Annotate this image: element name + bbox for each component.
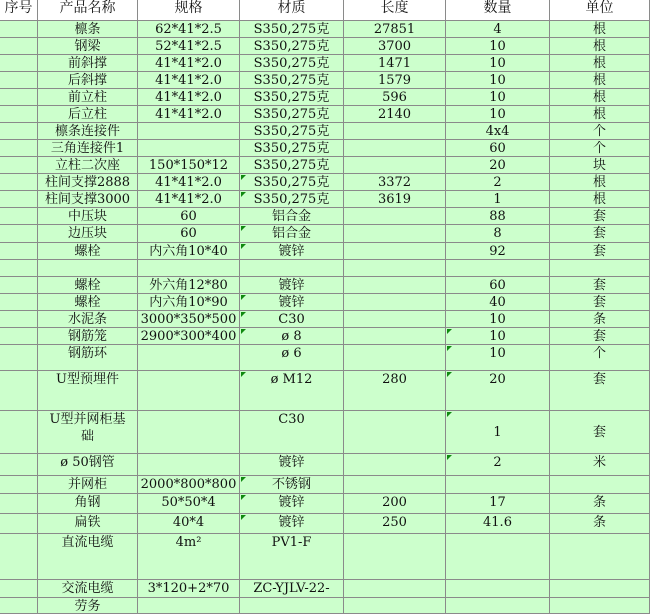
cell-product-name[interactable]: 水泥条: [38, 311, 138, 328]
header-row: [0, 0, 650, 21]
cell-quantity[interactable]: [446, 476, 550, 494]
cell-spec[interactable]: 2000*800*800: [138, 476, 240, 494]
cell-quantity[interactable]: 8: [446, 225, 550, 243]
header-unit[interactable]: 单位: [550, 0, 650, 21]
cell-length[interactable]: [344, 311, 446, 328]
cell-material[interactable]: C30: [240, 311, 344, 328]
cell-seq[interactable]: [0, 38, 38, 55]
cell-quantity[interactable]: 2: [446, 454, 550, 476]
table-row: [0, 371, 650, 411]
cell-unit[interactable]: [550, 598, 650, 614]
cell-spec[interactable]: [138, 140, 240, 157]
cell-unit[interactable]: 米: [550, 454, 650, 476]
cell-unit[interactable]: 条: [550, 494, 650, 514]
table-row: [0, 328, 650, 345]
cell-unit[interactable]: 套: [550, 243, 650, 260]
header-spec[interactable]: 规格: [138, 0, 240, 21]
cell-material[interactable]: S350,275克: [240, 55, 344, 72]
cell-product-name[interactable]: 前立柱: [38, 89, 138, 106]
cell-material[interactable]: S350,275克: [240, 21, 344, 38]
cell-spec[interactable]: [138, 454, 240, 476]
cell-unit[interactable]: 套: [550, 294, 650, 311]
cell-unit[interactable]: 条: [550, 514, 650, 534]
cell-seq[interactable]: [0, 191, 38, 208]
cell-quantity[interactable]: 88: [446, 208, 550, 225]
cell-seq[interactable]: [0, 72, 38, 89]
cell-length[interactable]: 596: [344, 89, 446, 106]
cell-unit[interactable]: 根: [550, 174, 650, 191]
table-row: [0, 106, 650, 123]
cell-quantity[interactable]: 10: [446, 38, 550, 55]
cell-product-name[interactable]: 并网柜: [38, 476, 138, 494]
cell-length[interactable]: [344, 476, 446, 494]
table-row: [0, 208, 650, 225]
table-row: [0, 55, 650, 72]
cell-material[interactable]: 镀锌: [240, 277, 344, 294]
cell-product-name[interactable]: 劳务: [38, 598, 138, 614]
cell-seq[interactable]: [0, 311, 38, 328]
cell-seq[interactable]: [0, 89, 38, 106]
cell-length[interactable]: 3372: [344, 174, 446, 191]
header-quantity[interactable]: 数量: [446, 0, 550, 21]
cell-unit[interactable]: 个: [550, 345, 650, 371]
cell-product-name[interactable]: ø 50钢管: [38, 454, 138, 476]
cell-material[interactable]: 铝合金: [240, 225, 344, 243]
cell-product-name[interactable]: 柱间支撑2888: [38, 174, 138, 191]
cell-product-name[interactable]: 前斜撑: [38, 55, 138, 72]
cell-product-name[interactable]: 螺栓: [38, 277, 138, 294]
cell-length[interactable]: [344, 260, 446, 277]
cell-unit[interactable]: [550, 534, 650, 580]
table-row: [0, 494, 650, 514]
table-row: [0, 454, 650, 476]
table-row: [0, 157, 650, 174]
cell-quantity[interactable]: 60: [446, 140, 550, 157]
cell-material[interactable]: S350,275克: [240, 72, 344, 89]
table-row: [0, 598, 650, 614]
cell-quantity[interactable]: 10: [446, 311, 550, 328]
table-row: [0, 225, 650, 243]
table-row: [0, 476, 650, 494]
cell-unit[interactable]: [550, 260, 650, 277]
cell-product-name[interactable]: 檩条: [38, 21, 138, 38]
cell-quantity[interactable]: 10: [446, 328, 550, 345]
cell-length[interactable]: [344, 328, 446, 345]
cell-unit[interactable]: 条: [550, 311, 650, 328]
cell-quantity[interactable]: 4: [446, 21, 550, 38]
cell-unit[interactable]: 根: [550, 89, 650, 106]
cell-spec[interactable]: 2900*300*400: [138, 328, 240, 345]
cell-quantity[interactable]: 17: [446, 494, 550, 514]
cell-spec[interactable]: 41*41*2.0: [138, 106, 240, 123]
cell-quantity[interactable]: 10: [446, 89, 550, 106]
cell-unit[interactable]: 套: [550, 277, 650, 294]
cell-unit[interactable]: 根: [550, 55, 650, 72]
cell-spec[interactable]: 62*41*2.5: [138, 21, 240, 38]
cell-material[interactable]: [240, 260, 344, 277]
cell-quantity[interactable]: 10: [446, 345, 550, 371]
cell-seq[interactable]: [0, 21, 38, 38]
cell-quantity[interactable]: 92: [446, 243, 550, 260]
cell-unit[interactable]: 根: [550, 106, 650, 123]
table-row: [0, 534, 650, 580]
cell-length[interactable]: 3700: [344, 38, 446, 55]
cell-length[interactable]: [344, 277, 446, 294]
cell-length[interactable]: [344, 225, 446, 243]
cell-length[interactable]: [344, 243, 446, 260]
cell-unit[interactable]: 根: [550, 21, 650, 38]
cell-product-name[interactable]: 檩条连接件: [38, 123, 138, 140]
header-product-name[interactable]: 产品名称: [38, 0, 138, 21]
cell-spec[interactable]: 52*41*2.5: [138, 38, 240, 55]
cell-seq[interactable]: [0, 328, 38, 345]
cell-quantity[interactable]: 10: [446, 55, 550, 72]
cell-length[interactable]: 2140: [344, 106, 446, 123]
cell-material[interactable]: 铝合金: [240, 208, 344, 225]
cell-seq[interactable]: [0, 140, 38, 157]
cell-unit[interactable]: [550, 476, 650, 494]
table-row: [0, 38, 650, 55]
cell-unit[interactable]: 套: [550, 208, 650, 225]
cell-product-name[interactable]: 柱间支撑3000: [38, 191, 138, 208]
cell-quantity[interactable]: 20: [446, 157, 550, 174]
cell-product-name[interactable]: 三角连接件1: [38, 140, 138, 157]
cell-material[interactable]: S350,275克: [240, 106, 344, 123]
table-row: [0, 89, 650, 106]
cell-length[interactable]: 250: [344, 514, 446, 534]
cell-length[interactable]: [344, 157, 446, 174]
cell-seq[interactable]: [0, 494, 38, 514]
header-seq[interactable]: 序号: [0, 0, 38, 21]
cell-seq[interactable]: [0, 598, 38, 614]
cell-spec[interactable]: 60: [138, 208, 240, 225]
table-row: [0, 345, 650, 371]
cell-seq[interactable]: [0, 243, 38, 260]
cell-spec[interactable]: 41*41*2.0: [138, 72, 240, 89]
cell-product-name[interactable]: 钢筋环: [38, 345, 138, 371]
cell-seq[interactable]: [0, 534, 38, 580]
cell-quantity[interactable]: 2: [446, 174, 550, 191]
cell-quantity[interactable]: 10: [446, 72, 550, 89]
cell-seq[interactable]: [0, 294, 38, 311]
cell-unit[interactable]: 根: [550, 191, 650, 208]
cell-length[interactable]: 1579: [344, 72, 446, 89]
cell-seq[interactable]: [0, 514, 38, 534]
cell-material[interactable]: 镀锌: [240, 514, 344, 534]
table-row: [0, 260, 650, 277]
cell-spec[interactable]: [138, 123, 240, 140]
cell-length[interactable]: [344, 294, 446, 311]
table-row: [0, 514, 650, 534]
cell-product-name[interactable]: 立柱二次座: [38, 157, 138, 174]
cell-spec[interactable]: 4m²: [138, 534, 240, 580]
cell-material[interactable]: S350,275克: [240, 89, 344, 106]
cell-product-name[interactable]: 后立柱: [38, 106, 138, 123]
table-row: [0, 311, 650, 328]
cell-material[interactable]: 不锈钢: [240, 476, 344, 494]
cell-quantity[interactable]: 10: [446, 106, 550, 123]
cell-length[interactable]: 27851: [344, 21, 446, 38]
cell-product-name[interactable]: 后斜撑: [38, 72, 138, 89]
cell-spec[interactable]: 41*41*2.0: [138, 89, 240, 106]
cell-unit[interactable]: 套: [550, 225, 650, 243]
cell-spec[interactable]: 3*120+2*70: [138, 580, 240, 598]
cell-unit[interactable]: 个: [550, 140, 650, 157]
cell-product-name[interactable]: 直流电缆: [38, 534, 138, 580]
cell-material[interactable]: 镀锌: [240, 294, 344, 311]
cell-product-name[interactable]: 钢梁: [38, 38, 138, 55]
cell-seq[interactable]: [0, 174, 38, 191]
cell-spec[interactable]: 41*41*2.0: [138, 55, 240, 72]
cell-seq[interactable]: [0, 411, 38, 454]
cell-product-name[interactable]: 螺栓: [38, 243, 138, 260]
cell-length[interactable]: 1471: [344, 55, 446, 72]
cell-product-name[interactable]: U型预埋件: [38, 371, 138, 411]
cell-unit[interactable]: 根: [550, 72, 650, 89]
cell-unit[interactable]: 套: [550, 371, 650, 411]
table-row: [0, 174, 650, 191]
cell-material[interactable]: [240, 598, 344, 614]
cell-material[interactable]: S350,275克: [240, 123, 344, 140]
cell-length[interactable]: [344, 598, 446, 614]
cell-length[interactable]: 280: [344, 371, 446, 411]
cell-product-name[interactable]: 交流电缆: [38, 580, 138, 598]
cell-quantity[interactable]: 60: [446, 277, 550, 294]
cell-length[interactable]: 200: [344, 494, 446, 514]
table-row: [0, 191, 650, 208]
cell-seq[interactable]: [0, 476, 38, 494]
cell-product-name[interactable]: U型并网柜基 础: [38, 411, 138, 454]
cell-spec[interactable]: [138, 260, 240, 277]
cell-spec[interactable]: [138, 371, 240, 411]
cell-unit[interactable]: 个: [550, 123, 650, 140]
cell-spec[interactable]: [138, 345, 240, 371]
cell-seq[interactable]: [0, 225, 38, 243]
cell-seq[interactable]: [0, 371, 38, 411]
cell-spec[interactable]: 3000*350*500: [138, 311, 240, 328]
cell-product-name[interactable]: 中压块: [38, 208, 138, 225]
cell-spec[interactable]: 内六角10*40: [138, 243, 240, 260]
cell-material[interactable]: 镀锌: [240, 454, 344, 476]
cell-material[interactable]: C30: [240, 411, 344, 454]
cell-material[interactable]: PV1-F: [240, 534, 344, 580]
cell-product-name[interactable]: 扁铁: [38, 514, 138, 534]
table-row: [0, 140, 650, 157]
cell-material[interactable]: ø M12: [240, 371, 344, 411]
cell-seq[interactable]: [0, 208, 38, 225]
cell-quantity[interactable]: [446, 260, 550, 277]
cell-quantity[interactable]: [446, 534, 550, 580]
cell-spec[interactable]: 内六角10*90: [138, 294, 240, 311]
cell-material[interactable]: ø 6: [240, 345, 344, 371]
cell-length[interactable]: [344, 454, 446, 476]
cell-material[interactable]: 镀锌: [240, 494, 344, 514]
cell-material[interactable]: S350,275克: [240, 174, 344, 191]
cell-length[interactable]: [344, 411, 446, 454]
cell-seq[interactable]: [0, 580, 38, 598]
table-row: [0, 72, 650, 89]
cell-quantity[interactable]: 20: [446, 371, 550, 411]
cell-spec[interactable]: [138, 411, 240, 454]
cell-product-name[interactable]: 边压块: [38, 225, 138, 243]
cell-seq[interactable]: [0, 454, 38, 476]
cell-length[interactable]: [344, 140, 446, 157]
cell-seq[interactable]: [0, 260, 38, 277]
cell-quantity[interactable]: 1: [446, 191, 550, 208]
table-row: [0, 21, 650, 38]
table-row: [0, 294, 650, 311]
cell-quantity[interactable]: [446, 580, 550, 598]
cell-seq[interactable]: [0, 106, 38, 123]
header-material[interactable]: 材质: [240, 0, 344, 21]
cell-quantity[interactable]: 41.6: [446, 514, 550, 534]
cell-spec[interactable]: 60: [138, 225, 240, 243]
cell-unit[interactable]: 套: [550, 328, 650, 345]
cell-unit[interactable]: 块: [550, 157, 650, 174]
cell-length[interactable]: [344, 345, 446, 371]
header-length[interactable]: 长度: [344, 0, 446, 21]
cell-material[interactable]: S350,275克: [240, 191, 344, 208]
cell-product-name[interactable]: 钢筋笼: [38, 328, 138, 345]
cell-unit[interactable]: [550, 580, 650, 598]
table-row: [0, 411, 650, 454]
cell-spec[interactable]: 150*150*12: [138, 157, 240, 174]
cell-seq[interactable]: [0, 55, 38, 72]
cell-length[interactable]: [344, 534, 446, 580]
cell-product-name[interactable]: 螺栓: [38, 294, 138, 311]
cell-spec[interactable]: 41*41*2.0: [138, 191, 240, 208]
table-row: [0, 277, 650, 294]
cell-product-name[interactable]: 角钢: [38, 494, 138, 514]
cell-spec[interactable]: 41*41*2.0: [138, 174, 240, 191]
cell-quantity[interactable]: 40: [446, 294, 550, 311]
cell-spec[interactable]: 50*50*4: [138, 494, 240, 514]
cell-material[interactable]: S350,275克: [240, 38, 344, 55]
table-row: [0, 580, 650, 598]
cell-quantity[interactable]: [446, 598, 550, 614]
cell-unit[interactable]: 根: [550, 38, 650, 55]
cell-seq[interactable]: [0, 157, 38, 174]
cell-unit[interactable]: 套: [550, 411, 650, 454]
cell-spec[interactable]: 40*4: [138, 514, 240, 534]
table-row: [0, 123, 650, 140]
cell-product-name[interactable]: [38, 260, 138, 277]
cell-material[interactable]: 镀锌: [240, 243, 344, 260]
cell-seq[interactable]: [0, 123, 38, 140]
cell-material[interactable]: ø 8: [240, 328, 344, 345]
cell-material[interactable]: S350,275克: [240, 157, 344, 174]
cell-spec[interactable]: 外六角12*80: [138, 277, 240, 294]
table-row: [0, 243, 650, 260]
cell-quantity[interactable]: 4x4: [446, 123, 550, 140]
cell-length[interactable]: [344, 123, 446, 140]
cell-seq[interactable]: [0, 345, 38, 371]
cell-material[interactable]: S350,275克: [240, 140, 344, 157]
cell-quantity[interactable]: 1: [446, 411, 550, 454]
cell-spec[interactable]: [138, 598, 240, 614]
cell-length[interactable]: [344, 580, 446, 598]
cell-seq[interactable]: [0, 277, 38, 294]
cell-length[interactable]: 3619: [344, 191, 446, 208]
cell-material[interactable]: ZC-YJLV-22-: [240, 580, 344, 598]
cell-length[interactable]: [344, 208, 446, 225]
